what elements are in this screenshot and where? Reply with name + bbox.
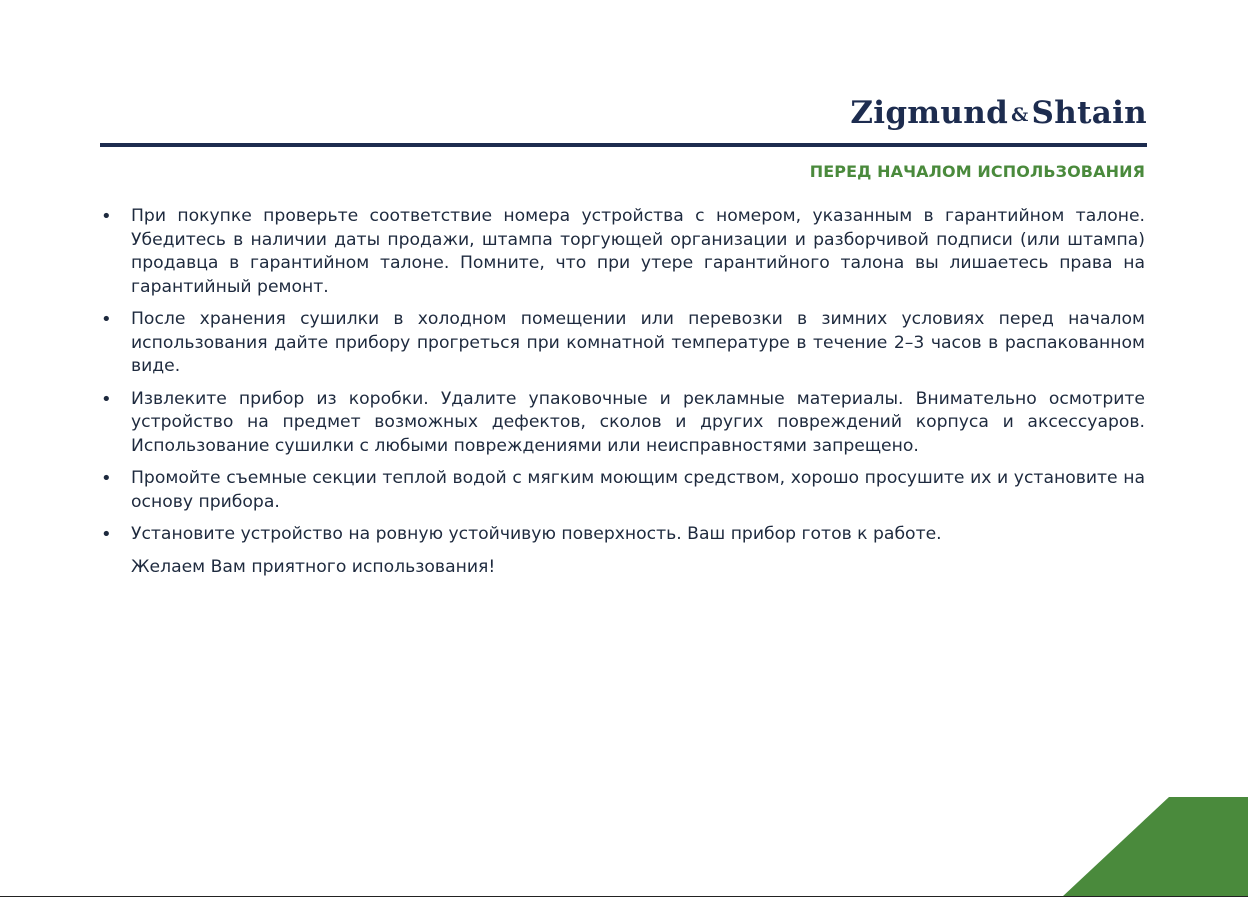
brand-logo-left: Zigmund — [850, 95, 1009, 131]
list-item — [100, 523, 1145, 547]
brand-logo-amp: & — [1011, 104, 1029, 126]
bullet-icon: • — [101, 206, 112, 227]
list-item-text: После хранения сушилки в холодном помещении или перевозки в зимних условиях перед началом использования дайте прибору прогреться при комнатной температуре в течение 2–3 часов в распакованном виде. — [131, 309, 1145, 376]
list-item — [100, 205, 1145, 299]
section-title: ПЕРЕД НАЧАЛОМ ИСПОЛЬЗОВАНИЯ — [809, 162, 1145, 181]
list-item — [100, 467, 1145, 514]
list-item-text: При покупке проверьте соответствие номера устройства с номером, указанным в гарантийном талоне. Убедитесь в наличии даты продажи, штампа торгующей организации и разборчивой подписи (или штампа) продавца в гарантийном талоне. Помните, что при утере гарантийного талона вы лишаетесь права на гарантийный ремонт. — [131, 206, 1145, 297]
list-item — [100, 388, 1145, 459]
list-item-text: Установите устройство на ровную устойчивую поверхность. Ваш прибор готов к работе. — [131, 524, 942, 544]
list-item-text: Извлеките прибор из коробки. Удалите упаковочные и рекламные материалы. Внимательно осмотрите устройство на предмет возможных дефектов, сколов и других повреждений корпуса и аксессуаров. Использование сушилки с любыми повреждениями или неисправностями запрещено. — [131, 388, 1145, 456]
list-item — [100, 308, 1145, 379]
closing-text: Желаем Вам приятного использования! — [131, 556, 496, 577]
corner-triangle-shape — [1062, 797, 1248, 897]
corner-triangle-decoration — [1062, 797, 1248, 897]
list-item-text: Промойте съемные секции теплой водой с мягким моющим средством, хорошо просушите их и установите на основу прибора. — [131, 468, 1145, 512]
bullet-icon: • — [101, 388, 112, 410]
bullet-icon: • — [101, 524, 112, 545]
bullet-icon: • — [101, 468, 112, 489]
brand-logo-right: Shtain — [1031, 95, 1147, 131]
bullet-icon: • — [101, 309, 112, 330]
header-divider — [100, 143, 1147, 147]
brand-logo — [850, 95, 1147, 131]
instructions-list — [100, 205, 1145, 579]
